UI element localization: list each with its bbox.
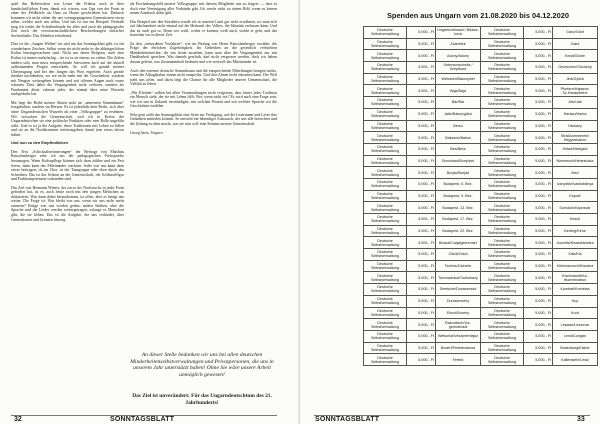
- donor-place: Jake/Bakonyjákó: [436, 108, 481, 120]
- donor-place: Dunavecsény: [436, 295, 481, 307]
- donor-place: Lewase/Lesvovar: [553, 319, 598, 331]
- donor-place: Ivanyfalv/Ivankabánya: [553, 178, 598, 190]
- donor-name: Deutsche Selbstverwaltung: [364, 50, 407, 62]
- author-signature: Georg Szeis, Ungarn: [130, 130, 163, 135]
- donor-place: Tschowanka/Csobokany: [436, 272, 481, 284]
- donor-name: Deutsche Selbstverwaltung: [364, 62, 407, 74]
- donor-place: Kisk/Kis: [553, 249, 598, 261]
- donation-row: [364, 342, 481, 354]
- donor-name: Deutsche Selbstverwaltung: [364, 307, 407, 319]
- donation-amount: 5.000,- Ft: [524, 295, 553, 307]
- donation-row: [481, 295, 598, 307]
- running-head: SONNTAGSBLATT: [110, 416, 175, 423]
- donation-amount: 5.000,- Ft: [524, 342, 553, 354]
- donor-name: Deutsche Selbstverwaltung: [364, 132, 407, 144]
- donation-amount: 5.000,- Ft: [407, 295, 436, 307]
- donation-amount: 5.000,- Ft: [524, 155, 553, 167]
- donor-name: Deutsche Selbstverwaltung: [364, 27, 407, 39]
- donation-amount: 5.000,- Ft: [407, 260, 436, 272]
- donor-place: Untersonschwitz / Szeptkurd: [436, 62, 481, 74]
- donation-amount: 5.000,- Ft: [407, 108, 436, 120]
- donor-name: Deutsche Selbstverwaltung: [481, 272, 524, 284]
- donor-name: Deutsche Selbstverwaltung: [481, 319, 524, 331]
- donor-place: Lendl/Longan: [553, 330, 598, 342]
- donor-name: Deutsche Selbstverwaltung: [364, 155, 407, 167]
- donor-place: Budapest, II. Bez.: [436, 178, 481, 190]
- donor-name: Deutsche Selbstverwaltung: [481, 249, 524, 261]
- donation-amount: 5.000,- Ft: [524, 132, 553, 144]
- donor-place: Ganz/Gánt: [553, 27, 598, 39]
- donation-row: [364, 50, 481, 62]
- donation-row: [481, 97, 598, 109]
- donation-amount: 5.000,- Ft: [407, 237, 436, 249]
- donation-amount: 5.000,- Ft: [524, 214, 553, 226]
- donation-row: [364, 190, 481, 202]
- donation-row: [364, 178, 481, 190]
- goal-statement: Das Ziel ist unverändert: Für das Ungarndeutschtum des 21. Jahrhunderts!: [132, 393, 272, 406]
- donor-name: Deutsche Selbstverwaltung: [481, 62, 524, 74]
- donation-row: [481, 143, 598, 155]
- donation-row: [481, 260, 598, 272]
- donor-place: Züsül/Züsül: [436, 249, 481, 261]
- page-number: 32: [14, 416, 22, 423]
- donor-place: Ungarischbowal / Bikácskova: [437, 28, 479, 37]
- donor-name: Deutsche Selbstverwaltung: [364, 38, 407, 50]
- section-subheading: Und nun zu den Empfindlichen: [11, 141, 69, 146]
- donor-name: Deutsche Selbstverwaltung: [364, 330, 407, 342]
- thank-you-quote: An dieser Stelle bedanken wir uns bei allen deutschen Minderheitenselbstverwaltungen und Privatpersonen, die uns in unserem Jahr unterstützt haben! Ohne Sie wäre unsere Arbeit unmöglich gewesen!: [130, 352, 274, 378]
- donation-row: [481, 73, 598, 85]
- donation-amount: 5.000,- Ft: [407, 225, 436, 237]
- donation-row: [481, 50, 598, 62]
- donor-name: Deutsche Selbstverwaltung: [481, 342, 524, 354]
- donation-amount: 5.000,- Ft: [407, 120, 436, 132]
- donation-amount: 5.000,- Ft: [524, 319, 553, 331]
- donation-row: [364, 237, 481, 249]
- donation-row: [364, 143, 481, 155]
- donation-row: [481, 342, 598, 354]
- article-paragraph: „Wir Kleinen“ sollten bei allen Veranstaltungen nicht vergessen, dass hinter jeder Tradition ein Mensch steht, der sie mit Leben füllt. Wer, wenn nicht wir? Es wird auch eine Frage sein, wie wir uns in Zukunft verständigen, mit welchen Worten und mit welcher Sprache wir die Geschichten erzählen.: [130, 90, 277, 109]
- donor-place: Adony/Adony: [436, 50, 481, 62]
- donor-place: Hidas/Hidegkút: [553, 143, 598, 155]
- donation-row: [364, 155, 481, 167]
- donation-row: [364, 272, 481, 284]
- donor-name: Deutsche Selbstverwaltung: [364, 295, 407, 307]
- donor-name: Deutsche Selbstverwaltung: [364, 354, 407, 366]
- donation-row: [364, 214, 481, 226]
- donor-name: Deutsche Selbstverwaltung: [364, 85, 407, 97]
- donor-name: Deutsche Selbstverwaltung: [364, 73, 407, 85]
- donation-amount: 5.000,- Ft: [407, 202, 436, 214]
- donation-amount: 5.000,- Ft: [407, 214, 436, 226]
- running-head: SONNTAGSBLATT: [315, 416, 380, 423]
- donation-amount: 5.000,- Ft: [407, 62, 436, 74]
- donor-place: Kimling/Kirne: [553, 225, 598, 237]
- donations-table-right: [480, 26, 598, 366]
- donation-row: [481, 214, 598, 226]
- donor-name: Deutsche Selbstverwaltung: [364, 237, 407, 249]
- donation-row: [364, 354, 481, 366]
- donation-row: [364, 249, 481, 261]
- donation-row: [364, 62, 481, 74]
- donation-row: [364, 73, 481, 85]
- donor-name: Deutsche Selbstverwaltung: [364, 272, 407, 284]
- page-number: 33: [577, 416, 585, 423]
- donation-amount: 5.000,- Ft: [524, 120, 553, 132]
- donation-row: [481, 85, 598, 97]
- donor-name: Deutsche Selbstverwaltung: [481, 167, 524, 179]
- donor-name: Deutsche Selbstverwaltung: [481, 27, 524, 39]
- donation-amount: 5.000,- Ft: [524, 202, 553, 214]
- donation-amount: 5.000,- Ft: [407, 342, 436, 354]
- article-paragraph: Den Text „Schicksalserinnerungen“ der Beitrags von Matthias Rauschenberger sehe ich aus der pädagogischen Fachsprache heranzogen. Wenn Kulturpflege können sich dazu zählen und ein Fest feiern, dann kann das Miteinander wachsen. Jeder von uns kann dazu etwas beitragen, ob im Chor, in der Tanzgruppe oder eben durch das Schreiben. Das ist das Schöne an der Gemeinschaft, die Schlüsselfigur und Fachkompetenzen vorhanden sind.: [11, 149, 124, 182]
- donor-place: Wetoschl/Bakonybél: [436, 73, 481, 85]
- donor-place: Seetsche/Dunaszeszd: [436, 284, 481, 296]
- donation-row: [481, 62, 598, 74]
- donation-amount: 5.000,- Ft: [407, 284, 436, 296]
- donation-amount: 5.000,- Ft: [524, 330, 553, 342]
- donation-amount: 5.000,- Ft: [524, 354, 553, 366]
- donation-row: [364, 27, 481, 39]
- donor-place: Gairs: [553, 38, 598, 50]
- donation-row: [364, 132, 481, 144]
- donation-row: [364, 108, 481, 120]
- donor-place: Elsch/Ecsény: [436, 307, 481, 319]
- donor-name: Deutsche Selbstverwaltung: [481, 178, 524, 190]
- donor-name: Deutsche Selbstverwaltung: [481, 143, 524, 155]
- donor-place: Straßsommerein/ Hegyeshalom: [553, 132, 598, 144]
- donation-row: [364, 307, 481, 319]
- donation-amount: 5.000,- Ft: [524, 62, 553, 74]
- donation-row: [481, 132, 598, 144]
- donor-place: Ferted: [436, 354, 481, 366]
- donation-row: [481, 167, 598, 179]
- donation-row: [481, 155, 598, 167]
- donation-row: [481, 38, 598, 50]
- donor-name: Deutsche Selbstverwaltung: [481, 202, 524, 214]
- donation-row: [364, 120, 481, 132]
- donor-place: Bercs: [436, 120, 481, 132]
- donor-name: Deutsche Selbstverwaltung: [481, 85, 524, 97]
- article-paragraph: spiel das Beherrschen von Lesen der Fraktur auch in ihrer handschriftlichen Form, damit wir wissen, was Opa von der Front in einer der Feldbriefe an Oma zu Hause geschrieben hat. Dadurch kommen wir nicht selten die uns vorangegangenen Generationen etwas näher, welche auch uns selbst. Und das ist nur ein Beispiel. Deshalb mag ich weder die Schriftenkunde für alles und auch die pädagogische Zeit noch die verwissenschaftlichten Beschreibungen einfacher Sachverhalte. Das Abheben erfordernd.: [11, 2, 124, 38]
- donation-row: [364, 225, 481, 237]
- article-paragraph: Mir liegt die Reihe meiner Ahnen nicht im „unterenen Stammbaum“ festgehalten, sondern im Herzen. Es ist jedenfalls kein Recht, sich über seine Ungarndeutschen Wurzeln als einer „Volksgruppe“ zu ersehnen. Wir versuchen die Gemeinschaft, weil ich in Kreise der Ungarndeutschen sie eine politische Funktion oder eine Rolle ungefähr sieht. Und es ist ja die Aufgabe, diese Traditionen mit Leben zu füllen und sie an die Nachkommen weiterzugeben, damit jene etwas davon haben.: [11, 100, 124, 137]
- donation-row: [481, 27, 598, 39]
- donor-name: Deutsche Selbstverwaltung: [481, 307, 524, 319]
- donation-row: [364, 167, 481, 179]
- donor-name: Deutsche Selbstverwaltung: [481, 295, 524, 307]
- donor-place: Gereschen/Göcsény: [553, 62, 598, 74]
- donor-place: Harkány: [553, 120, 598, 132]
- donor-place: Juschitz/Kisaszlánkára: [553, 237, 598, 249]
- donor-name: Deutsche Selbstverwaltung: [364, 249, 407, 261]
- donor-place: Baja/Baja: [436, 85, 481, 97]
- donation-row: [364, 38, 481, 50]
- donor-name: Deutsche Selbstverwaltung: [364, 284, 407, 296]
- donor-place: Tschiss/Cséséte: [436, 260, 481, 272]
- donor-place: Budenburg/Kisbér: [553, 342, 598, 354]
- donor-name: Deutsche Selbstverwaltung: [364, 319, 407, 331]
- article-column-1: [11, 2, 124, 226]
- donor-place: Kurd: [553, 307, 598, 319]
- donation-amount: 5.000,- Ft: [407, 319, 436, 331]
- donor-name: Deutsche Selbstverwaltung: [481, 237, 524, 249]
- donation-amount: 5.000,- Ft: [524, 108, 553, 120]
- donations-table-left: [363, 26, 481, 366]
- donor-place: Budapest, 9. Bez.: [436, 190, 481, 202]
- donor-place: Somaloh/Kaposvár: [553, 202, 598, 214]
- donation-amount: 5.000,- Ft: [524, 190, 553, 202]
- donor-place: Kleinnanosch/Kisnána: [553, 260, 598, 272]
- donation-amount: 5.000,- Ft: [524, 27, 553, 39]
- donor-name: Deutsche Selbstverwaltung: [481, 38, 524, 50]
- donation-row: [364, 330, 481, 342]
- donor-name: Deutsche Selbstverwaltung: [481, 284, 524, 296]
- donation-amount: 5.000,- Ft: [407, 132, 436, 144]
- donation-row: [481, 307, 598, 319]
- donor-name: Deutsche Selbstverwaltung: [364, 190, 407, 202]
- donor-name: Deutsche Selbstverwaltung: [364, 342, 407, 354]
- donation-row: [481, 249, 598, 261]
- donor-place: Budapest, 13. Bez.: [436, 202, 481, 214]
- donor-name: Deutsche Selbstverwaltung: [481, 120, 524, 132]
- donor-name: Deutsche Selbstverwaltung: [364, 97, 407, 109]
- donation-row: [364, 284, 481, 296]
- donation-amount: 5.000,- Ft: [407, 354, 436, 366]
- donation-amount: 5.000,- Ft: [407, 27, 436, 39]
- donation-row: [481, 225, 598, 237]
- donation-row: [481, 190, 598, 202]
- donor-name: Deutsche Selbstverwaltung: [481, 132, 524, 144]
- article-paragraph: Zu den „ermordeten Vorfahren“: wie im Beitrag von Herrn Rauschenberger erwähnt, die Frage der ehrlichen Zugehörigkeit. Im Gedenken an die gesetzlich verbrieften Minderheitenrechte, die uns heute zustehen, kann man über die Vergangenheit nur mit Dankbarkeit sprechen. Was damals geschah, darf nicht vergessen werden, doch wir haben daraus gelernt, was Zusammenhalt bedeutet und wie wertvoll das Miteinander ist.: [130, 41, 277, 65]
- donation-row: [364, 260, 481, 272]
- donation-amount: 5.000,- Ft: [407, 85, 436, 97]
- donor-place: Wetschal/Veszprémfajsz: [436, 330, 481, 342]
- donation-amount: 5.000,- Ft: [524, 50, 553, 62]
- donation-row: [481, 120, 598, 132]
- article-paragraph: Sehr gern stellt das Sonntagsblatt eine Seite zur Verfügung, auf der Leserinnen und Leser ihre Gedanken mitteilen können. So entsteht ein lebendiger Austausch, der uns alle bereichert und die Zeitung zu dem macht, was sie sein soll: eine Stimme unserer Gemeinschaft.: [130, 112, 277, 127]
- donor-name: Deutsche Selbstverwaltung: [481, 155, 524, 167]
- donation-amount: 5.000,- Ft: [524, 97, 553, 109]
- donation-amount: 5.000,- Ft: [407, 38, 436, 50]
- donation-amount: 5.000,- Ft: [524, 272, 553, 284]
- article-paragraph: Das Beispiel mit den Streubern wurde ich in unseren Land gar nicht erwähnen, wo man sich auf Jahrhunderte nicht einmal auf die Herkunft des Volkes, die Identität verlassen kann. Und das ist auch gut so. Denn wer weiß, woher er kommt, weiß auch, wohin er geht, und das brauchen wir in dieser Zeit.: [130, 19, 277, 38]
- donation-amount: 5.000,- Ft: [407, 155, 436, 167]
- donor-name: Deutsche Selbstverwaltung: [364, 225, 407, 237]
- donation-row: [481, 202, 598, 214]
- article-paragraph: Dies ist die „Jungen Wellen“ im und um das Sonntagsblatt gibt, ist ein wunderbares Zeichen. Selbst wenn sie nicht mehr in die altbürgerlichen Kultur hineingewachsen sind. Nicht nur deren Religion, auch eine Kultur ist immer mehrfarbig – sie ist es zu einem, zu vielen. Die Zeilen ändern sich, man muss entsprechende Antworten auch auf die aktuell aufkeimenden Fragen entwickeln. So will ich gemäß meiner Überzeugung und bei den Jungen das Wort ergreifen. Auch gerade darüber nachdenken, wo wir nicht mehr mit der Gewohnheit, sondern mit Neugier weitergehen können und mit offenen Augen nach vorne schauen. Dass dabei die Vergangenheit nicht verloren, sondern als Fundament dient, erkennt jeder, der einmal über seine Wurzeln nachgedacht hat.: [11, 42, 124, 97]
- donations-title: Spenden aus Ungarn vom 21.08.2020 bis 04.12.2020: [387, 11, 569, 20]
- donation-amount: 5.000,- Ft: [407, 307, 436, 319]
- article-paragraph: Das Ziel von Hermann Wiener, der zuvor der Nachwuchs in jeder Form gefördert hat, ist es, auch heute noch mit den jungen Menschen zu diskutieren. Was dann dabei herauskommt, ist offen, aber es bringt uns weiter. Die Frage ist: Was bleibt von uns, wenn wir uns nicht mehr erinnern? Einige von uns werden gehen, andere bleiben, aber die Sprache und die Lieder werden weitergetragen, solange es Menschen gibt, die sie lieben. Das ist die Aufgabe, die uns verbindet, über Generationen und Grenzen hinweg.: [11, 185, 124, 222]
- donor-place: Razonitsch/Vorgernsteradi: [436, 319, 481, 331]
- donation-amount: 5.000,- Ft: [407, 178, 436, 190]
- donation-amount: 5.000,- Ft: [407, 97, 436, 109]
- donation-row: [364, 85, 481, 97]
- donor-name: Deutsche Selbstverwaltung: [364, 120, 407, 132]
- donor-place: Bonnhard/Bonyhád: [436, 155, 481, 167]
- donation-amount: 5.000,- Ft: [524, 38, 553, 50]
- donor-name: Deutsche Selbstverwaltung: [481, 97, 524, 109]
- donor-name: Deutsche Selbstverwaltung: [364, 167, 407, 179]
- donor-place: Med: [553, 167, 598, 179]
- donor-name: Deutsche Selbstverwaltung: [364, 108, 407, 120]
- article-paragraph: Auch den extreme deutsche Stammbaum und die entsprechende Mitteilungen bringen nichts, wenn die Alltagskultur einem nicht entspricht. Und ihre Ahnen nicht erkennen kann. Die Welt steht uns offen, und darin liegt die Chance für alle Mitglieder unserer Gemeinschaft, die Vielfalt zu leben.: [130, 68, 277, 87]
- donor-place: Keszü: [553, 214, 598, 226]
- donation-amount: 5.000,- Ft: [524, 178, 553, 190]
- donation-row: [481, 354, 598, 366]
- donor-place: Nimmesch/Himesháza: [553, 155, 598, 167]
- donor-place: Hup: [553, 295, 598, 307]
- donation-row: [481, 319, 598, 331]
- donor-place: Budapest, 22. Bez.: [436, 225, 481, 237]
- donation-amount: 5.000,- Ft: [524, 167, 553, 179]
- donor-place: Kischwandt/Kartszentmárton: [553, 272, 598, 284]
- donation-amount: 5.000,- Ft: [524, 260, 553, 272]
- donor-place: Kombati/Kométsa: [553, 284, 598, 296]
- donation-row: [481, 330, 598, 342]
- donation-row: [481, 272, 598, 284]
- donor-place: Burjad/Borjád: [436, 167, 481, 179]
- donor-name: Deutsche Selbstverwaltung: [481, 214, 524, 226]
- donor-name: Deutsche Selbstverwaltung: [481, 73, 524, 85]
- donor-place: Kapole: [553, 190, 598, 202]
- donor-name: Deutsche Selbstverwaltung: [481, 190, 524, 202]
- donor-place: Jetz/Jak: [553, 97, 598, 109]
- donor-name: Deutsche Selbstverwaltung: [364, 260, 407, 272]
- donation-amount: 5.000,- Ft: [407, 50, 436, 62]
- donation-amount: 5.000,- Ft: [407, 190, 436, 202]
- donation-amount: 5.000,- Ft: [407, 272, 436, 284]
- donor-place: Bes/Bécs: [436, 143, 481, 155]
- donation-amount: 5.000,- Ft: [407, 330, 436, 342]
- donation-row: [364, 295, 481, 307]
- donor-name: Deutsche Selbstverwaltung: [481, 330, 524, 342]
- donation-row: [364, 319, 481, 331]
- donor-place: Bossal/Csajágkerender: [436, 237, 481, 249]
- donor-place: Kallenstein/Lessl: [553, 354, 598, 366]
- donation-row: [481, 178, 598, 190]
- donation-amount: 5.000,- Ft: [407, 143, 436, 155]
- donation-amount: 5.000,- Ft: [524, 85, 553, 97]
- donation-amount: 5.000,- Ft: [524, 284, 553, 296]
- donor-name: Deutsche Selbstverwaltung: [481, 354, 524, 366]
- donation-amount: 5.000,- Ft: [524, 237, 553, 249]
- donation-row: [481, 237, 598, 249]
- donation-amount: 5.000,- Ft: [524, 225, 553, 237]
- donor-name: Deutsche Selbstverwaltung: [481, 108, 524, 120]
- donation-amount: 5.000,- Ft: [407, 73, 436, 85]
- donor-name: Deutsche Selbstverwaltung: [364, 143, 407, 155]
- donor-name: Deutsche Selbstverwaltung: [364, 202, 407, 214]
- donation-amount: 5.000,- Ft: [524, 249, 553, 261]
- donation-amount: 5.000,- Ft: [407, 249, 436, 261]
- donor-place: Zsámbék: [436, 38, 481, 50]
- donation-row: [364, 97, 481, 109]
- donor-name: Deutsche Selbstverwaltung: [481, 260, 524, 272]
- donation-row: [364, 202, 481, 214]
- donor-name: Deutsche Selbstverwaltung: [364, 214, 407, 226]
- article-column-2: [130, 2, 277, 139]
- donation-amount: 5.000,- Ft: [407, 167, 436, 179]
- donor-name: Deutsche Selbstverwaltung: [481, 225, 524, 237]
- donor-place: Pfurfarn/Hajason/ Sz.Hadseltethe: [553, 85, 598, 97]
- donation-amount: 5.000,- Ft: [524, 143, 553, 155]
- donor-place: Budapest, 17. Bez.: [436, 214, 481, 226]
- donation-row: [481, 108, 598, 120]
- donor-place: Jink/Gyönk: [553, 73, 598, 85]
- donor-place: Bodert/Feketevárosa: [436, 342, 481, 354]
- donor-place: Harkau/Harka: [553, 108, 598, 120]
- donation-amount: 5.000,- Ft: [524, 307, 553, 319]
- donor-place: Bakesch/Bakva: [436, 132, 481, 144]
- donation-amount: 5.000,- Ft: [524, 73, 553, 85]
- donor-name: Deutsche Selbstverwaltung: [364, 178, 407, 190]
- donation-row: [481, 284, 598, 296]
- article-paragraph: als Erscheinungsbild unserer Volksgruppe, mit diesem Mitglieder uns zu fragen: — dass es doch eine Vereinigung aller Verbände gibt. Ich werde nicht zu einem Bild, wenn es keinen neuen Ausdruck dafür gibt.: [130, 2, 277, 16]
- donor-place: Bár/Bár: [436, 97, 481, 109]
- donor-name: Deutsche Selbstverwaltung: [481, 50, 524, 62]
- donor-place: Kedd/Gödre: [553, 50, 598, 62]
